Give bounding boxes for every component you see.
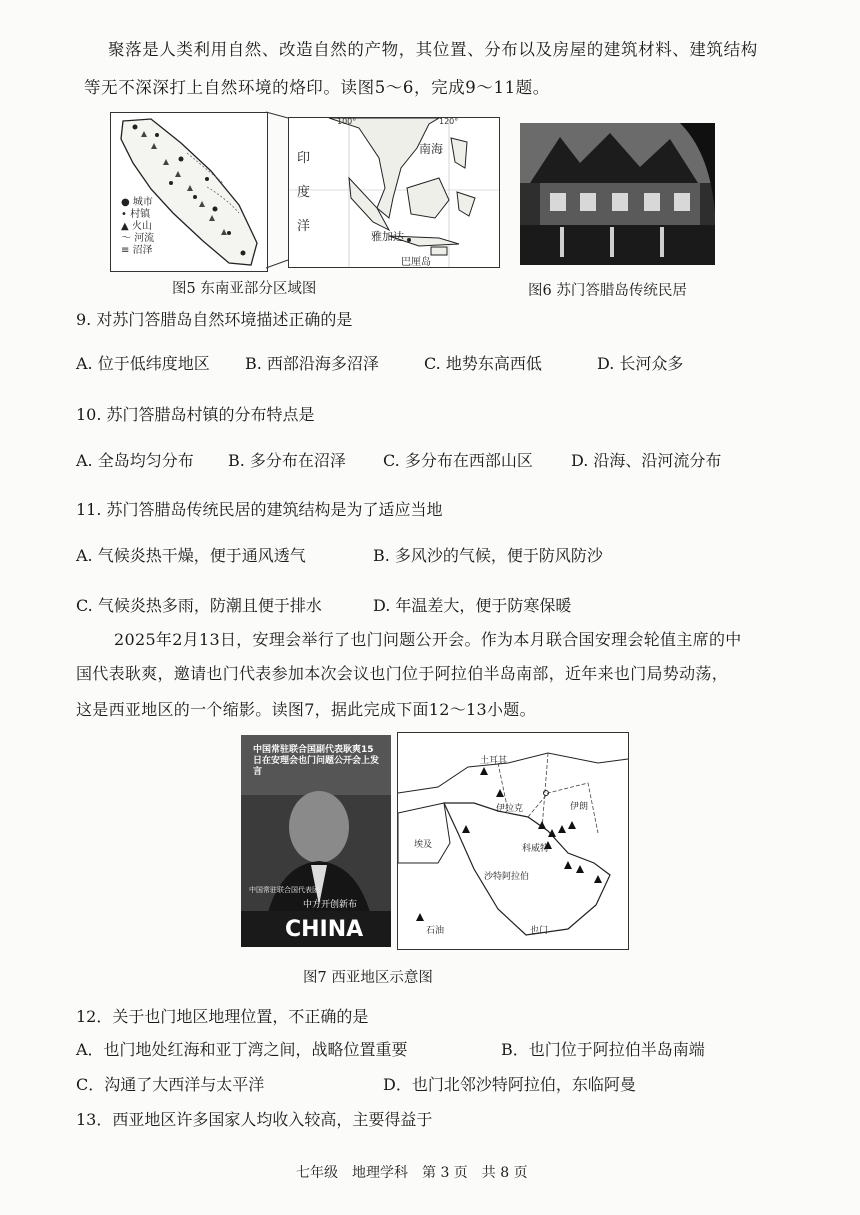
map-label-iraq: 伊拉克	[496, 804, 524, 814]
passage2-line-3: 这是西亚地区的一个缩影。读图7，据此完成下面12～13小题。	[76, 700, 536, 719]
passage2-line-2: 国代表耿爽，邀请也门代表参加本次会议也门位于阿拉伯半岛南部，近年来也门局势动荡，	[76, 664, 729, 683]
q10-option-d: D. 沿海、沿河流分布	[571, 451, 722, 470]
q13-stem: 13．西亚地区许多国家人均收入较高，主要得益于	[76, 1110, 433, 1129]
legend-volcano: 火山	[131, 221, 152, 232]
fig5-caption: 图5 东南亚部分区域图	[172, 281, 317, 297]
photo-banner: 中国常驻联合国副代表耿爽15日在安理会也门问题公开会上发言	[253, 745, 380, 777]
fig5-connector	[264, 110, 290, 272]
ocean-char-1: 印	[297, 151, 311, 166]
label-indian-ocean	[297, 142, 310, 244]
fig7-caption: 图7 西亚地区示意图	[303, 970, 433, 986]
ocean-char-2: 度	[297, 185, 311, 200]
fig6-caption: 图6 苏门答腊岛传统民居	[528, 283, 687, 299]
q9-option-b: B. 西部沿海多沼泽	[245, 354, 379, 373]
intro-line-1: 聚落是人类利用自然、改造自然的产物，其位置、分布以及房屋的建筑材料、建筑结构	[108, 40, 758, 59]
intro-line-2: 等无不深深打上自然环境的烙印。读图5～6，完成9～11题。	[84, 78, 550, 97]
page-footer: 七年级 地理学科 第 3 页 共 8 页	[296, 1165, 528, 1181]
label-jakarta: 雅加达	[371, 230, 404, 243]
q11-option-c: C. 气候炎热多雨，防潮且便于排水	[76, 596, 322, 615]
q9-option-c: C. 地势东高西低	[424, 354, 542, 373]
map-label-iran: 伊朗	[570, 802, 589, 812]
fig5-sumatra-map	[110, 112, 268, 272]
fig5-legend: ● 城市 • 村镇 ▲ 火山 ～ 河流 ≡ 沼泽	[121, 197, 155, 256]
map-label-saudi: 沙特阿拉伯	[484, 872, 530, 882]
legend-river: 河流	[134, 233, 155, 244]
q10-stem: 10. 苏门答腊岛村镇的分布特点是	[76, 405, 315, 424]
q11-option-a: A. 气候炎热干燥，便于通风透气	[76, 546, 306, 565]
q9-option-a: A. 位于低纬度地区	[76, 354, 210, 373]
q10-option-b: B. 多分布在沼泽	[228, 451, 346, 470]
q11-stem: 11. 苏门答腊岛传统民居的建筑结构是为了适应当地	[76, 500, 443, 519]
photo-sub: 中国常驻联合国代表团	[249, 886, 319, 894]
fig6-house-photo	[520, 123, 715, 265]
q12-option-d: D．也门北邻沙特阿拉伯，东临阿曼	[383, 1075, 636, 1094]
photo-china-label: CHINA	[285, 917, 364, 942]
q12-option-a: A．也门地处红海和亚丁湾之间，战略位置重要	[76, 1040, 408, 1059]
legend-swamp: 沼泽	[132, 245, 153, 256]
q10-option-c: C. 多分布在西部山区	[383, 451, 533, 470]
q12-option-b: B．也门位于阿拉伯半岛南端	[501, 1040, 705, 1059]
map-label-yemen: 也门	[530, 926, 549, 936]
lon-label-a: 100°	[337, 117, 357, 126]
map-label-kuwait: 科威特	[522, 844, 550, 854]
q12-option-c: C．沟通了大西洋与太平洋	[76, 1075, 265, 1094]
map-legend-oil: 石油	[426, 926, 445, 936]
label-bali: 巴厘岛	[401, 257, 431, 268]
q11-option-d: D. 年温差大，便于防寒保暖	[373, 596, 572, 615]
westasia-map-svg	[398, 733, 628, 949]
q10-option-a: A. 全岛均匀分布	[76, 451, 194, 470]
photo-bottom: 中方开创新布	[303, 900, 358, 910]
q12-stem: 12．关于也门地区地理位置，不正确的是	[76, 1007, 369, 1026]
house-photo-svg	[520, 123, 715, 265]
legend-city: 城市	[132, 197, 153, 208]
fig5-seasia-map	[288, 117, 500, 268]
q9-option-d: D. 长河众多	[597, 354, 684, 373]
ocean-char-3: 洋	[297, 219, 311, 234]
map-label-turkey: 土耳其	[480, 756, 508, 766]
passage2-line-1: 2025年2月13日，安理会举行了也门问题公开会。作为本月联合国安理会轮值主席的中	[114, 630, 742, 649]
label-south-sea: 南海	[419, 142, 444, 156]
lon-label-b: 120°	[439, 117, 459, 126]
seasia-map-svg	[289, 118, 499, 267]
q11-option-b: B. 多风沙的气候，便于防风防沙	[373, 546, 603, 565]
fig7-westasia-map	[397, 732, 629, 950]
q9-stem: 9. 对苏门答腊岛自然环境描述正确的是	[76, 310, 353, 329]
legend-town: 村镇	[130, 209, 151, 220]
map-label-egypt: 埃及	[414, 840, 433, 850]
fig7-photo	[241, 735, 391, 947]
